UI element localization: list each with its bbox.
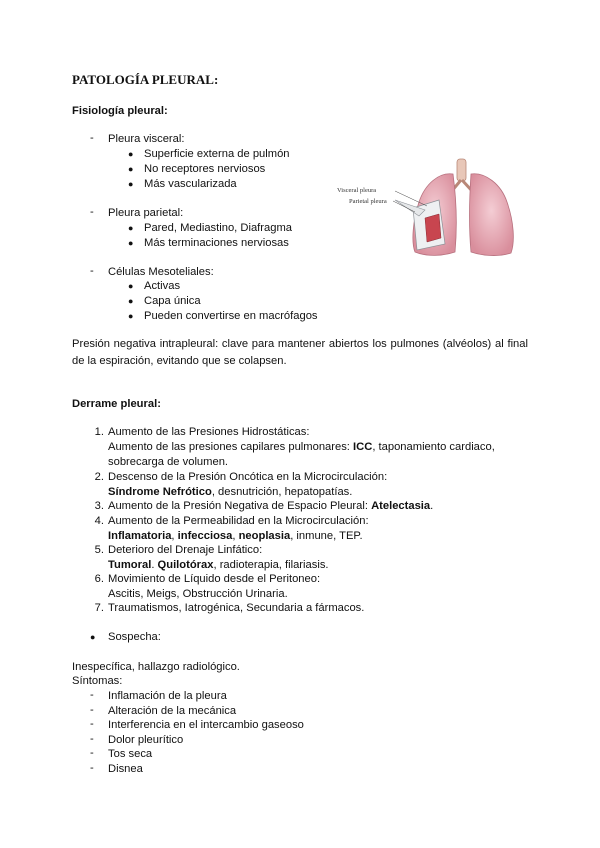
bullet-icon: ●: [128, 223, 134, 233]
dash-marker: -: [90, 747, 94, 759]
sintomas-label: Síntomas:: [72, 675, 123, 687]
list-number: 6.: [94, 573, 104, 585]
derrame-item-detail: Ascitis, Meigs, Obstrucción Urinaria.: [108, 588, 288, 600]
derrame-item-detail: sobrecarga de volumen.: [108, 456, 229, 468]
section-heading-derrame: Derrame pleural:: [72, 398, 161, 410]
list-number: 4.: [94, 515, 104, 527]
derrame-item-detail: Inflamatoria, infecciosa, neoplasia, inmune, TEP.: [108, 530, 363, 542]
figure-label-visceral: Visceral pleura: [337, 187, 377, 194]
dash-marker: -: [90, 206, 94, 218]
list-item: Activas: [144, 280, 181, 292]
bullet-icon: ●: [128, 164, 134, 174]
list-number: 1.: [94, 426, 104, 438]
dash-marker: -: [90, 132, 94, 144]
sintoma-item: Tos seca: [108, 748, 153, 760]
derrame-item-detail: Síndrome Nefrótico, desnutrición, hepatopatías.: [108, 486, 353, 498]
left-lung-shape: [470, 174, 514, 256]
derrame-item-title: Movimiento de Líquido desde el Peritoneo:: [108, 573, 321, 585]
sintoma-item: Disnea: [108, 763, 143, 775]
derrame-item-detail: Tumoral. Quilotórax, radioterapia, filariasis.: [108, 559, 329, 571]
sintoma-item: Dolor pleurítico: [108, 734, 184, 746]
derrame-item-title: Aumento de la Permeabilidad en la Microcirculación:: [108, 515, 369, 527]
list-item: Superficie externa de pulmón: [144, 148, 290, 160]
group-label-visceral: Pleura visceral:: [108, 133, 185, 145]
dash-marker: -: [90, 718, 94, 730]
bullet-icon: ●: [128, 296, 134, 306]
dash-marker: -: [90, 689, 94, 701]
derrame-item-title: Descenso de la Presión Oncótica en la Microcirculación:: [108, 471, 388, 483]
list-number: 7.: [94, 602, 104, 614]
sintoma-item: Alteración de la mecánica: [108, 705, 237, 717]
list-item: Más terminaciones nerviosas: [144, 237, 289, 249]
sospecha-label: Sospecha:: [108, 631, 161, 643]
bullet-icon: ●: [128, 238, 134, 248]
list-item: Capa única: [144, 295, 201, 307]
dash-marker: -: [90, 733, 94, 745]
list-item: Pueden convertirse en macrófagos: [144, 310, 318, 322]
list-number: 5.: [94, 544, 104, 556]
bullet-icon: ●: [128, 179, 134, 189]
list-item: No receptores nerviosos: [144, 163, 266, 175]
group-label-parietal: Pleura parietal:: [108, 207, 184, 219]
list-item: Más vascularizada: [144, 178, 237, 190]
derrame-item-title: Deterioro del Drenaje Linfático:: [108, 544, 263, 556]
sospecha-text: Inespecífica, hallazgo radiológico.: [72, 661, 240, 673]
list-item: Pared, Mediastino, Diafragma: [144, 222, 292, 234]
bullet-icon: ●: [128, 281, 134, 291]
list-number: 2.: [94, 471, 104, 483]
paragraph-presion-negativa: Presión negativa intrapleural: clave para mantener abiertos los pulmones (alvéolos) al final de la espiración, evitando que se colapsen.: [72, 338, 528, 367]
bullet-icon: ●: [90, 632, 96, 642]
figure-label-parietal: Parietal pleura: [349, 198, 387, 205]
dash-marker: -: [90, 704, 94, 716]
derrame-item-title: Traumatismos, Iatrogénica, Secundaria a fármacos.: [108, 602, 365, 614]
dash-marker: -: [90, 762, 94, 774]
page-title: PATOLOGÍA PLEURAL:: [72, 72, 219, 87]
pleural-cavity-shape: [425, 214, 441, 242]
sintoma-item: Inflamación de la pleura: [108, 690, 227, 702]
bullet-icon: ●: [128, 311, 134, 321]
bullet-icon: ●: [128, 149, 134, 159]
list-number: 3.: [94, 500, 104, 512]
derrame-item-title: Aumento de la Presión Negativa de Espacio Pleural: Atelectasia.: [108, 500, 434, 512]
derrame-item-detail: Aumento de las presiones capilares pulmonares: ICC, taponamiento cardiaco,: [108, 441, 495, 453]
section-heading-fisiologia: Fisiología pleural:: [72, 105, 168, 117]
trachea-shape: [457, 159, 466, 181]
sintoma-item: Interferencia en el intercambio gaseoso: [108, 719, 304, 731]
derrame-item-title: Aumento de las Presiones Hidrostáticas:: [108, 426, 310, 438]
lung-illustration: [335, 156, 530, 266]
group-label-mesoteliales: Células Mesoteliales:: [108, 266, 214, 278]
dash-marker: -: [90, 265, 94, 277]
